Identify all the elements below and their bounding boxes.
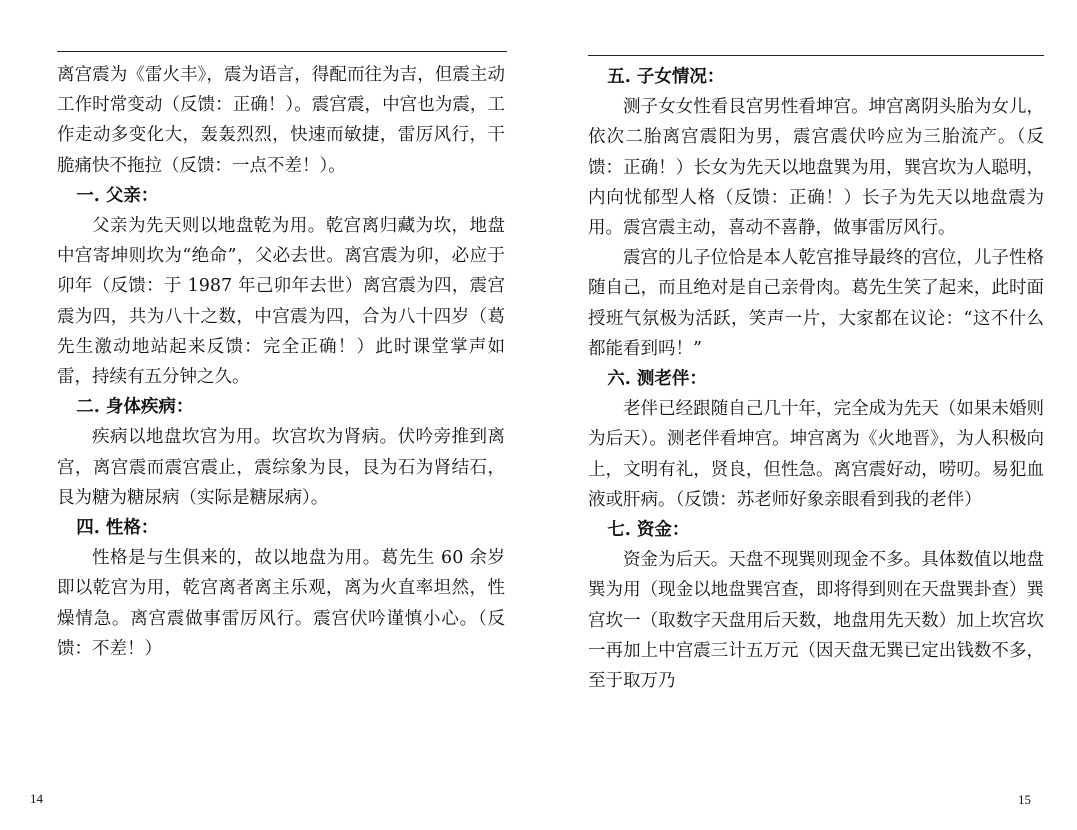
page-number: 15 [1018, 792, 1031, 807]
father-paragraph: 父亲为先天则以地盘乾为用。乾宫离归藏为坎，地盘中宫寄坤则坎为“绝命”，父必去世。离宫震为卯，必应于卯年（反馈：于 1987 年己卯年去世）离宫震为四，震宫震为四，共为八十之数，中宫震为四，合为八十四岁（葛先生激动地站起来反馈：完全正确！）此时课堂掌声如雷，持续有五分钟之久。 [57, 216, 505, 388]
heading-partner: 六. 测老伴： [607, 369, 707, 390]
character-paragraph: 性格是与生俱来的，故以地盘为用。葛先生 60 余岁即以乾宫为用，乾宫离者离主乐观，离为火直率坦然，性燥情急。离宫震做事雷厉风行。震宫伏吟谨慎小心。（反馈：不差！） [57, 548, 505, 659]
intro-paragraph: 离宫震为《雷火丰》，震为语言，得配而往为吉，但震主动工作时常变动（反馈：正确！）。震宫震，中宫也为震，工作走动多变化大，轰轰烈烈，快速而敏捷，雷厉风行，干脆痛快不拖拉（反馈：一点不差！）。 [57, 65, 505, 176]
heading-children: 五. 子女情况： [607, 67, 725, 87]
header-rule [57, 51, 507, 52]
page-number: 14 [30, 791, 43, 806]
heading-money: 七. 资金： [607, 520, 690, 541]
heading-health: 二. 身体疾病： [76, 397, 194, 418]
children-paragraph-1: 测子女女性看艮宫男性看坤宫。坤宫离阴头胎为女儿，依次二胎离宫震阳为男，震宫震伏吟应为三胎流产。（反馈：正确！）长女为先天以地盘巽为用，巽宫坎为人聪明，内向忧郁型人格（反馈：正确！）长子为先天以地盘震为用。震宫震主动，喜动不喜静，做事雷厉风行。 [588, 97, 1044, 239]
health-paragraph: 疾病以地盘坎宫为用。坎宫坎为肾病。伏吟旁推到离宫，离宫震而震宫震止，震综象为艮，艮为石为肾结石，艮为糖为糖尿病（实际是糖尿病）。 [57, 427, 505, 508]
right-page-text [588, 62, 1044, 696]
money-paragraph: 资金为后天。天盘不现巽则现金不多。具体数值以地盘巽为用（现金以地盘巽宫查，即将得到则在天盘巽卦查）巽宫坎一（取数字天盘用后天数，地盘用先天数）加上坎宫坎一再加上中宫震三计五万元（因天盘无巽已定出钱数不多，至于取万乃 [588, 550, 1044, 692]
left-page-text [57, 60, 505, 664]
right-page [540, 0, 1077, 830]
heading-father: 一. 父亲： [76, 185, 159, 206]
heading-character: 四. 性格： [76, 518, 159, 539]
header-rule [588, 55, 1044, 56]
children-paragraph-2: 震宫的儿子位恰是本人乾宫推导最终的宫位，儿子性格随自己，而且绝对是自己亲骨肉。葛先生笑了起来，此时面授班气氛极为活跃，笑声一片，大家都在议论：“这不什么都能看到吗！” [588, 248, 1044, 359]
partner-paragraph: 老伴已经跟随自己几十年，完全成为先天（如果未婚则为后天）。测老伴看坤宫。坤宫离为《火地晋》，为人积极向上，文明有礼，贤良，但性急。离宫震好动，唠叨。易犯血液或肝病。（反馈：苏老师好象亲眼看到我的老伴） [588, 399, 1044, 510]
